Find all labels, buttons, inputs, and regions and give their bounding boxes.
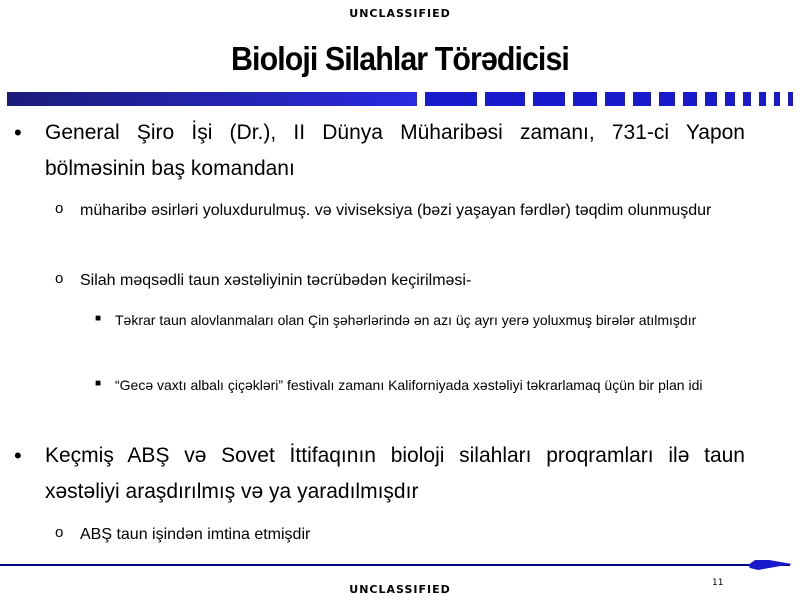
bullet-marker: o [55, 270, 64, 287]
bullet-level1: Keçmiş ABŞ vǝ Sovet İttifaqının bioloji silahları proqramları ilǝ taun xǝstǝliyi araşdırılmış vǝ ya yaradılmışdır [45, 444, 745, 503]
bullet-level3: “Gecǝ vaxtı albalı çiçǝklǝri” festivalı zamanı Kaliforniyada xǝstǝliyi tǝkrarlamaq üçün bir plan idi [115, 377, 703, 393]
bullet-marker: • [14, 120, 22, 145]
bullet-level3: Tǝkrar taun alovlanmaları olan Çin şǝhǝrlǝrindǝ ǝn azı üç ayrı yerǝ yoluxmuş birǝlǝr atılmışdır [115, 312, 697, 328]
classification-banner-bottom: UNCLASSIFIED [349, 583, 451, 596]
page-number: 11 [712, 578, 724, 588]
bullet-level2: müharibǝ ǝsirlǝri yoluxdurulmuş. vǝ viviseksiya (bǝzi yaşayan fǝrdlǝr) tǝqdim olunmuşdur [80, 202, 712, 219]
bullet-level1: General Şiro İşi (Dr.), II Dünya Müharibǝsi zamanı, 731-ci Yapon bölmǝsinin baş komandanı [45, 121, 745, 180]
classification-banner-top: UNCLASSIFIED [349, 7, 451, 20]
footer-swoosh-line [0, 560, 800, 580]
bullet-marker: o [55, 200, 64, 217]
bullet-level2: Silah mǝqsǝdli taun xǝstǝliyinin tǝcrübǝdǝn keçirilmǝsi- [80, 272, 472, 289]
bullet-marker: • [14, 443, 22, 468]
slide-title: Bioloji Silahlar Törǝdicisi [231, 40, 569, 77]
bullet-marker: o [55, 524, 64, 541]
bullet-marker: ■ [95, 378, 102, 389]
bullet-level2: ABŞ taun işindǝn imtina etmişdir [80, 526, 311, 543]
bullet-marker: ■ [95, 313, 102, 324]
